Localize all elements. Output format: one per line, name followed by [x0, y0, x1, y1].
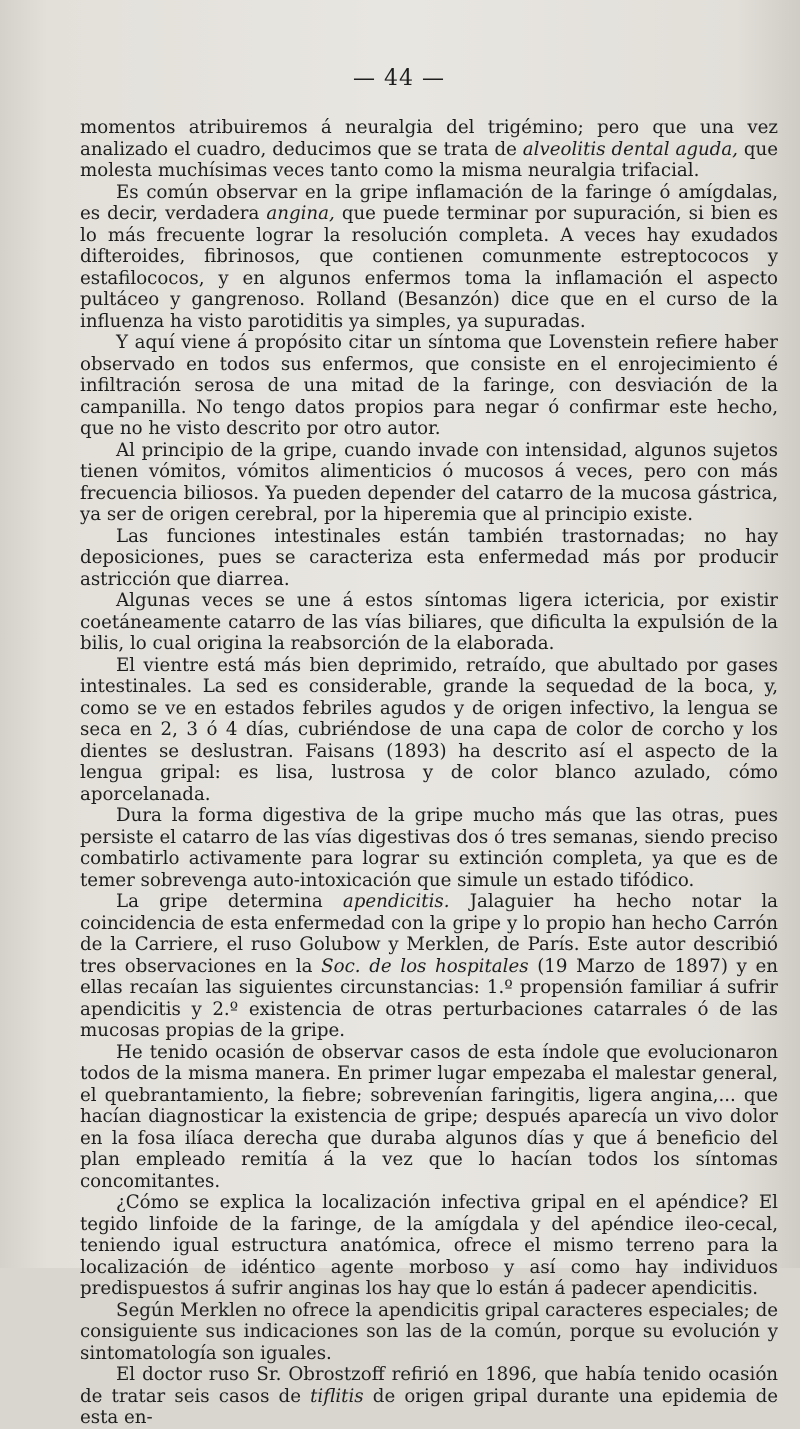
paragraph	[80, 440, 778, 526]
text-run: Es común observar en la gripe inflamación de la faringe ó amígdalas, es decir, verdadera	[80, 181, 778, 224]
italic-term: apendicitis.	[342, 891, 450, 912]
text-run: que puede terminar por supuración, si bien es lo más frecuente lograr la resolución completa. A veces hay exudados difteroides, fibrinosos, que contienen comunmente estreptococos y estafilococos, y en algunos enfermos toma la inflamación el aspecto pultáceo y gangrenoso. Rolland (Besanzón) dice que en el curso de la influenza ha visto parotiditis ya simples, ya supuradas.	[80, 203, 778, 332]
italic-term: tiflitis	[310, 1385, 364, 1407]
page-number: — 44 —	[353, 66, 445, 91]
italic-term: angina,	[266, 203, 335, 224]
text-run: He tenido ocasión de observar casos de esta índole que evolucionaron todos de la misma manera. En primer lugar empezaba el malestar general, el quebrantamiento, la fiebre; sobrevenían faringitis, ligera angina,... que hacían diagnosticar la existencia de gripe; después aparecía un vivo dolor en la fosa ilíaca derecha que duraba algunos días y que á beneficio del plan empleado remitía á la vez que lo hacían todos los síntomas concomitantes.	[80, 1041, 778, 1192]
body-text	[80, 117, 778, 1429]
text-run: Y aquí viene á propósito citar un síntoma que Lovenstein refiere haber observado en todos sus enfermos, que consiste en el enrojecimiento é infiltración serosa de una mitad de la faringe, con desviación de la campanilla. No tengo datos propios para negar ó confirmar este hecho, que no he visto descrito por otro autor.	[80, 332, 778, 439]
paragraph	[80, 891, 778, 1042]
paragraph	[80, 117, 778, 182]
paragraph	[80, 182, 778, 333]
text-run: de origen gripal durante una epidemia de esta en-	[80, 1385, 778, 1428]
paragraph	[80, 1300, 778, 1365]
paragraph	[80, 805, 778, 891]
text-run: Dura la forma digestiva de la gripe mucho más que las otras, pues persiste el catarro de las vías digestivas dos ó tres semanas, siendo preciso combatirlo activamente para lograr su extinción completa, ya que es de temer sobrevenga auto-intoxicación que simule un estado tifódico.	[80, 805, 778, 891]
text-run: Según Merklen no ofrece la apendicitis gripal caracteres especiales; de consiguiente sus indicaciones son las de la común, porque su evolución y sintomatología son iguales.	[80, 1299, 778, 1364]
paragraph	[80, 655, 778, 806]
text-run: Al principio de la gripe, cuando invade con intensidad, algunos sujetos tienen vómitos, vómitos alimenticios ó mucosos á veces, pero con más frecuencia biliosos. Ya pueden depender del catarro de la mucosa gástrica, ya ser de origen cerebral, por la hiperemia que al principio existe.	[80, 439, 778, 525]
text-run: Algunas veces se une á estos síntomas ligera ictericia, por existir coetáneamente catarro de las vías biliares, que dificulta la expulsión de la bilis, lo cual origina la reabsorción de la elaborada.	[80, 590, 778, 654]
text-run: El vientre está más bien deprimido, retraído, que abultado por gases intestinales. La sed es considerable, grande la sequedad de la boca, y, como se ve en estados febriles agudos y de origen infectivo, la lengua se seca en 2, 3 ó 4 días, cubriéndose de una capa de color de corcho y los dientes se deslustran. Faisans (1893) ha descrito así el aspecto de la lengua gripal: es lisa, lustrosa y de color blanco azulado, cómo aporcelanada.	[80, 654, 778, 805]
paragraph	[80, 332, 778, 440]
italic-term: alveolitis dental aguda,	[522, 138, 738, 160]
paragraph	[80, 1192, 778, 1300]
text-run: momentos atribuiremos á neuralgia del trigémino; pero que una vez analizado el cuadro, deducimos que se trata de	[80, 117, 778, 160]
text-run: Las funciones intestinales están también trastornadas; no hay deposiciones, pues se caracteriza esta enfermedad más por producir astricción que diarrea.	[80, 525, 778, 590]
text-run: (19 Marzo de 1897) y en ellas recaían las siguientes circunstancias: 1.º propensión familiar á sufrir apendicitis y 2.º existencia de otras perturbaciones catarrales ó de las mucosas propias de la gripe.	[80, 955, 778, 1041]
italic-term: Soc. de los hospitales	[321, 955, 529, 977]
paragraph	[80, 590, 778, 655]
paragraph	[80, 526, 778, 591]
text-run: que molesta muchísimas veces tanto como la misma neuralgia trifacial.	[80, 138, 779, 181]
text-run: El doctor ruso Sr. Obrostzoff refirió en 1896, que había tenido ocasión de tratar seis casos de	[80, 1364, 778, 1407]
text-run: Jalaguier ha hecho notar la coincidencia de esta enfermedad con la gripe y lo propio han hecho Carrón de la Carriere, el ruso Golubow y Merklen, de París. Este autor describió tres observaciones en la	[80, 891, 778, 977]
paragraph	[80, 1364, 778, 1429]
paragraph	[80, 1042, 778, 1193]
text-run: ¿Cómo se explica la localización infectiva gripal en el apéndice? El tegido linfoide de la faringe, de la amígdala y del apéndice ileo-cecal, teniendo igual estructura anatómica, ofrece el mismo terreno para la localización de idéntico agente morboso y así como hay individuos predispuestos á sufrir anginas los hay que lo están á padecer apendicitis.	[80, 1192, 778, 1299]
text-run: La gripe determina	[116, 891, 343, 912]
